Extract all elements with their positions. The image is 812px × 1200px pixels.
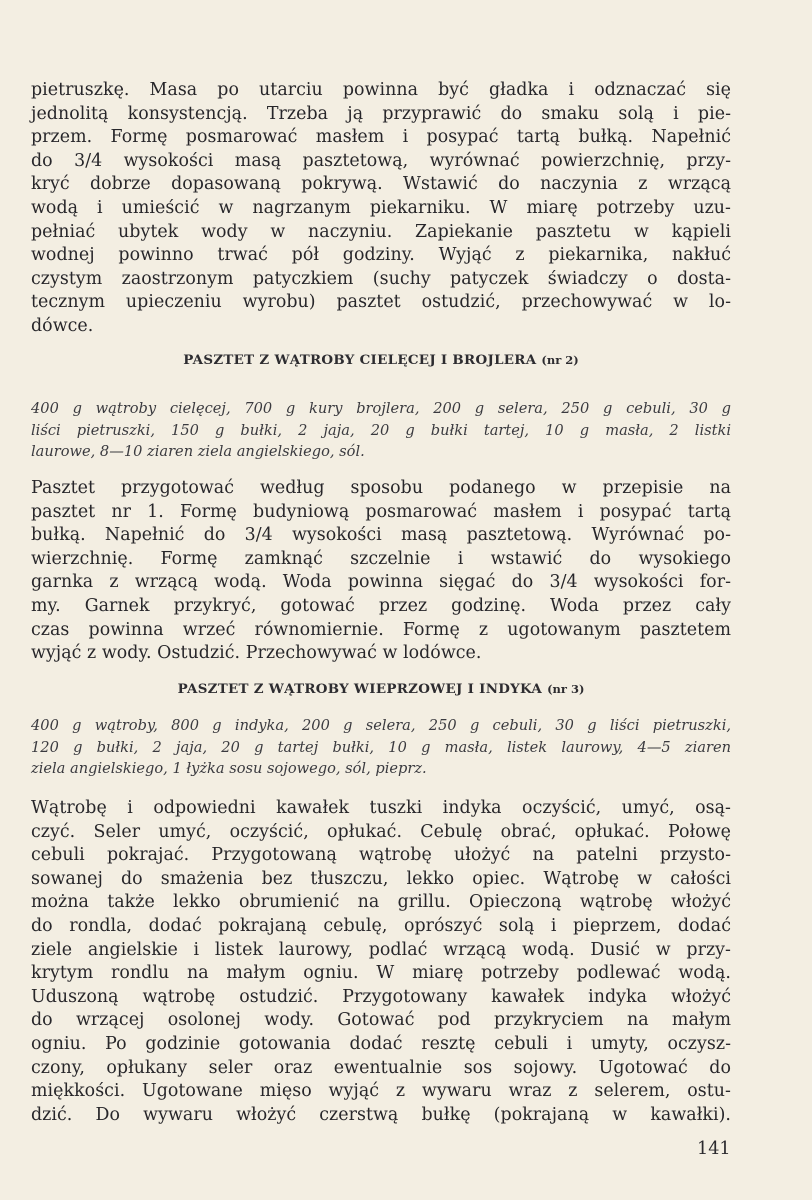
recipe-3-number: (nr 3) xyxy=(547,682,585,696)
text-line: jednolitą konsystencją. Trzeba ją przyprawić do smaku solą i pie- xyxy=(31,103,731,124)
ingredients-line: 400 g wątroby, 800 g indyka, 200 g selera, 250 g cebuli, 30 g liści pietruszki, xyxy=(31,717,731,734)
text-line: dzić. Do wywaru włożyć czerstwą bułkę (pokrajaną w kawałki). xyxy=(31,1104,731,1125)
text-line: ziele angielskie i listek laurowy, podlać wrzącą wodą. Dusić w przy- xyxy=(31,939,731,960)
text-line: wodą i umieścić w nagrzanym piekarniku. W miarę potrzeby uzu- xyxy=(31,197,731,218)
text-line: pasztet nr 1. Formę budyniową posmarować masłem i posypać tartą xyxy=(31,501,731,522)
page-number: 141 xyxy=(697,1139,731,1159)
recipe-3-title: PASZTET Z WĄTROBY WIEPRZOWEJ I INDYKA xyxy=(177,681,543,697)
intro-paragraph xyxy=(31,79,731,339)
text-line: kryć dobrze dopasowaną pokrywą. Wstawić do naczynia z wrzącą xyxy=(31,174,731,195)
text-line: do rondla, dodać pokrajaną cebulę, oprószyć solą i pieprzem, dodać xyxy=(31,915,731,936)
recipe-2-number: (nr 2) xyxy=(541,353,579,367)
text-line: można także lekko obrumienić na grillu. Opieczoną wątrobę włożyć xyxy=(31,892,731,913)
text-line: pełniać ubytek wody w naczyniu. Zapiekanie pasztetu w kąpieli xyxy=(31,221,731,242)
recipe-2-method xyxy=(31,477,731,666)
text-line: ogniu. Po godzinie gotowania dodać resztę cebuli i umyty, oczysz- xyxy=(31,1033,731,1054)
text-line: czyć. Seler umyć, oczyścić, opłukać. Cebulę obrać, opłukać. Połowę xyxy=(31,821,731,842)
text-line: bułką. Napełnić do 3/4 wysokości masą pasztetową. Wyrównać po- xyxy=(31,525,731,546)
recipe-2-ingredients xyxy=(31,398,731,463)
recipe-2-title: PASZTET Z WĄTROBY CIELĘCEJ I BROJLERA xyxy=(183,352,537,368)
text-line: garnka z wrzącą wodą. Woda powinna sięgać do 3/4 wysokości for- xyxy=(31,572,731,593)
text-line: Wątrobę i odpowiedni kawałek tuszki indyka oczyścić, umyć, osą- xyxy=(31,798,731,818)
ingredients-line: laurowe, 8—10 ziaren ziela angielskiego, sól. xyxy=(31,443,365,460)
ingredients-line: liści pietruszki, 150 g bułki, 2 jaja, 20 g bułki tartej, 10 g masła, 2 listki xyxy=(31,421,731,439)
text-line: do 3/4 wysokości masą pasztetową, wyrównać powierzchnię, przy- xyxy=(31,150,731,171)
text-line: cebuli pokrajać. Przygotowaną wątrobę ułożyć na patelni przysto- xyxy=(31,845,731,866)
recipe-3-method xyxy=(31,797,731,1127)
text-line: czas powinna wrzeć równomiernie. Formę z ugotowanym pasztetem xyxy=(31,619,731,640)
text-line: wyjąć z wody. Ostudzić. Przechowywać w lodówce. xyxy=(31,643,482,664)
recipe-2-heading xyxy=(31,352,731,368)
text-line: czystym zaostrzonym patyczkiem (suchy patyczek świadczy o dosta- xyxy=(31,268,731,289)
text-line: Pasztet przygotować według sposobu podanego w przepisie na xyxy=(31,478,731,498)
recipe-3-ingredients xyxy=(31,715,731,780)
text-line: sowanej do smażenia bez tłuszczu, lekko opiec. Wątrobę w całości xyxy=(31,868,731,889)
ingredients-line: 400 g wątroby cielęcej, 700 g kury brojlera, 200 g selera, 250 g cebuli, 30 g xyxy=(31,400,731,417)
text-line: do wrzącej osolonej wody. Gotować pod przykryciem na małym xyxy=(31,1010,731,1031)
text-line: wierzchnię. Formę zamknąć szczelnie i wstawić do wysokiego xyxy=(31,548,731,569)
text-line: Uduszoną wątrobę ostudzić. Przygotowany kawałek indyka włożyć xyxy=(31,986,731,1007)
text-line: tecznym upieczeniu wyrobu) pasztet ostudzić, przechowywać w lo- xyxy=(31,292,731,313)
text-line: pietruszkę. Masa po utarciu powinna być gładka i odznaczać się xyxy=(31,80,731,100)
ingredients-line: 120 g bułki, 2 jaja, 20 g tartej bułki, 10 g masła, listek laurowy, 4—5 ziaren xyxy=(31,738,731,756)
text-line: przem. Formę posmarować masłem i posypać tartą bułką. Napełnić xyxy=(31,127,731,148)
ingredients-line: ziela angielskiego, 1 łyżka sosu sojowego, sól, pieprz. xyxy=(31,760,427,777)
text-line: dówce. xyxy=(31,315,94,336)
text-line: krytym rondlu na małym ogniu. W miarę potrzeby podlewać wodą. xyxy=(31,963,731,984)
text-line: wodnej powinno trwać pół godziny. Wyjąć z piekarnika, nakłuć xyxy=(31,245,731,266)
text-line: czony, opłukany seler oraz ewentualnie sos sojowy. Ugotować do xyxy=(31,1057,731,1078)
text-line: my. Garnek przykryć, gotować przez godzinę. Woda przez cały xyxy=(31,595,731,616)
text-line: miękkości. Ugotowane mięso wyjąć z wywaru wraz z selerem, ostu- xyxy=(31,1081,731,1102)
recipe-3-heading xyxy=(31,681,731,697)
